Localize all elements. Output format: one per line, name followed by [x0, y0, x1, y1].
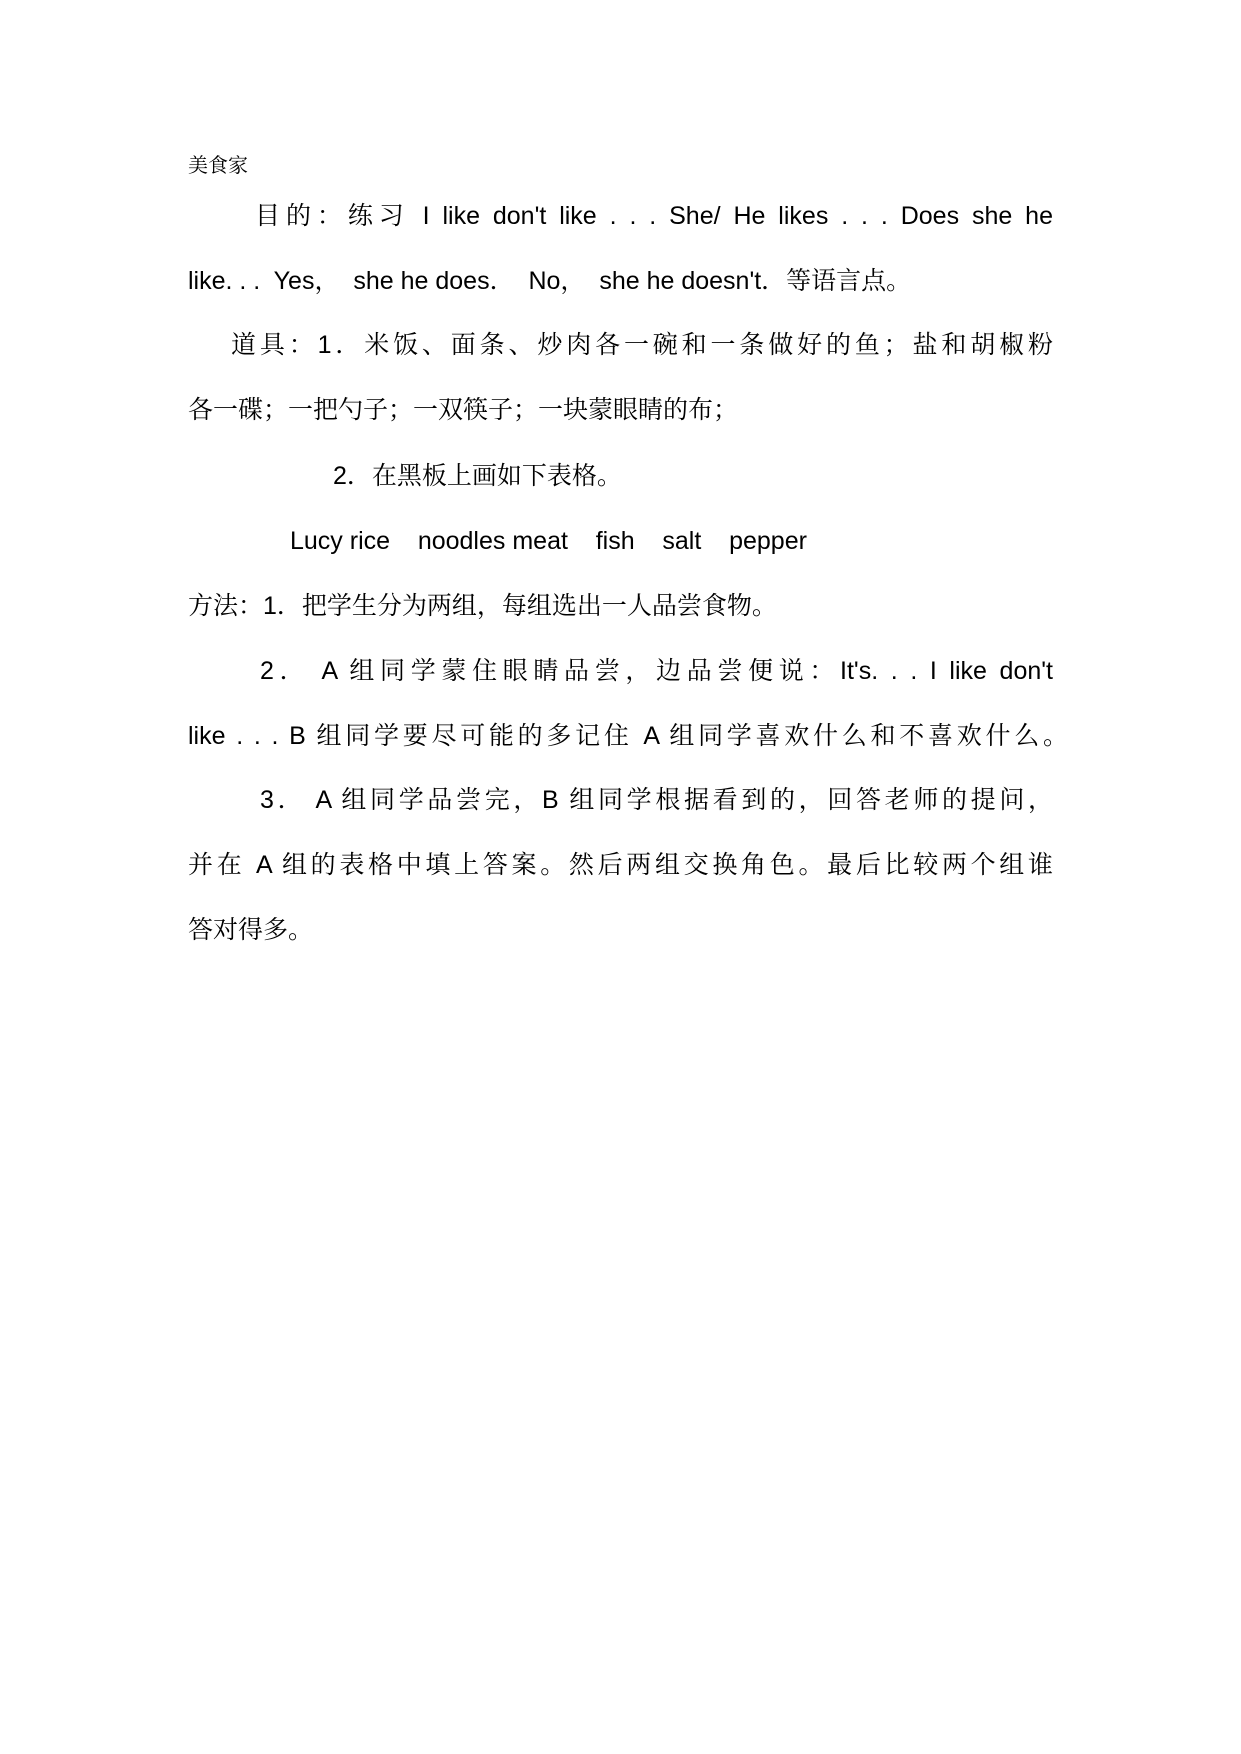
table-header-row: Lucy rice noodles meat fish salt pepper — [290, 527, 807, 555]
method-line: like . . . B 组同学要尽可能的多记住 A 组同学喜欢什么和不喜欢什么。 — [188, 722, 1068, 750]
props-line: 道具：1．米饭、面条、炒肉各一碗和一条做好的鱼；盐和胡椒粉 — [231, 331, 1053, 359]
method-line: 答对得多。 — [188, 916, 314, 944]
props-line: 各一碟；一把勺子；一双筷子；一块蒙眼睛的布； — [188, 396, 739, 424]
method-line: 3． A 组同学品尝完，B 组同学根据看到的，回答老师的提问， — [260, 786, 1053, 814]
document-title: 美食家 — [188, 153, 248, 177]
purpose-line: like. . . Yes， she he does． No， she he doesn't．等语言点。 — [188, 267, 912, 295]
purpose-line: 目的：练习 I like don't like . . . She/ He likes . . . Does she he — [255, 202, 1053, 230]
method-line: 2． A 组同学蒙住眼睛品尝，边品尝便说：It's. . . I like don't — [260, 657, 1053, 685]
props-item-2: 2．在黑板上画如下表格。 — [333, 462, 622, 490]
method-line: 并在 A 组的表格中填上答案。然后两组交换角色。最后比较两个组谁 — [188, 851, 1053, 879]
method-line: 方法：1．把学生分为两组，每组选出一人品尝食物。 — [188, 592, 777, 620]
